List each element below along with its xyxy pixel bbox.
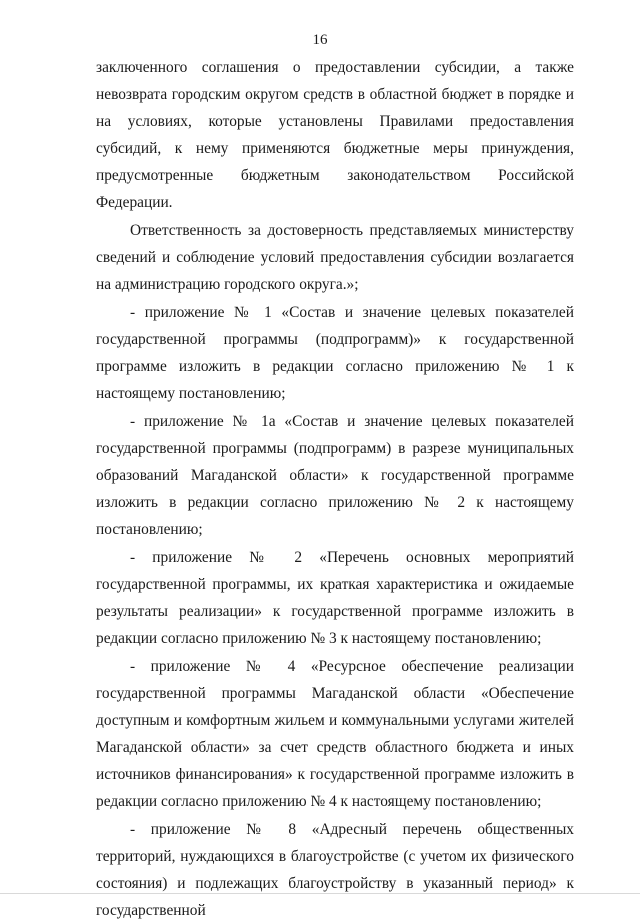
paragraph-attachment-1a: - приложение № 1а «Состав и значение целевых показателей государственной программы (подпрограмм) в разрезе муниципальных образований Магаданской области» к государственной программе изложить в редакции согласно приложению № 2 к настоящему постановлению; (96, 413, 574, 538)
page-bottom-edge (0, 893, 640, 896)
paragraph-attachment-4: - приложение № 4 «Ресурсное обеспечение реализации государственной программы Магаданской области «Обеспечение доступным и комфортным жильем и коммунальными услугами жителей Магаданской области» за счет средств областного бюджета и иных источников финансирования» к государственной программе изложить в редакции согласно приложению № 4 к настоящему постановлению; (96, 658, 574, 810)
paragraph-attachment-2: - приложение № 2 «Перечень основных мероприятий государственной программы, их краткая характеристика и ожидаемые результаты реализации» к государственной программе изложить в редакции согласно приложению № 3 к настоящему постановлению; (96, 549, 574, 647)
page-number: 16 (312, 32, 328, 48)
paragraph-subsidy-continuation: заключенного соглашения о предоставлении субсидии, а также невозврата городским округом средств в областной бюджет в порядке и на условиях, которые установлены Правилами предоставления субсидий, к нему применяются бюджетные меры принуждения, предусмотренные бюджетным законодательством Российской Федерации. (96, 59, 574, 211)
document-body (96, 54, 574, 924)
paragraph-responsibility: Ответственность за достоверность представляемых министерству сведений и соблюдение условий предоставления субсидии возлагается на администрацию городского округа.»; (96, 222, 574, 293)
paragraph-attachment-8: - приложение № 8 «Адресный перечень общественных территорий, нуждающихся в благоустройстве (с учетом их физического состояния) и подлежащих благоустройству в указанный период» к государственной (96, 821, 574, 919)
paragraph-attachment-1: - приложение № 1 «Состав и значение целевых показателей государственной программы (подпрограмм)» к государственной программе изложить в редакции согласно приложению № 1 к настоящему постановлению; (96, 304, 574, 402)
